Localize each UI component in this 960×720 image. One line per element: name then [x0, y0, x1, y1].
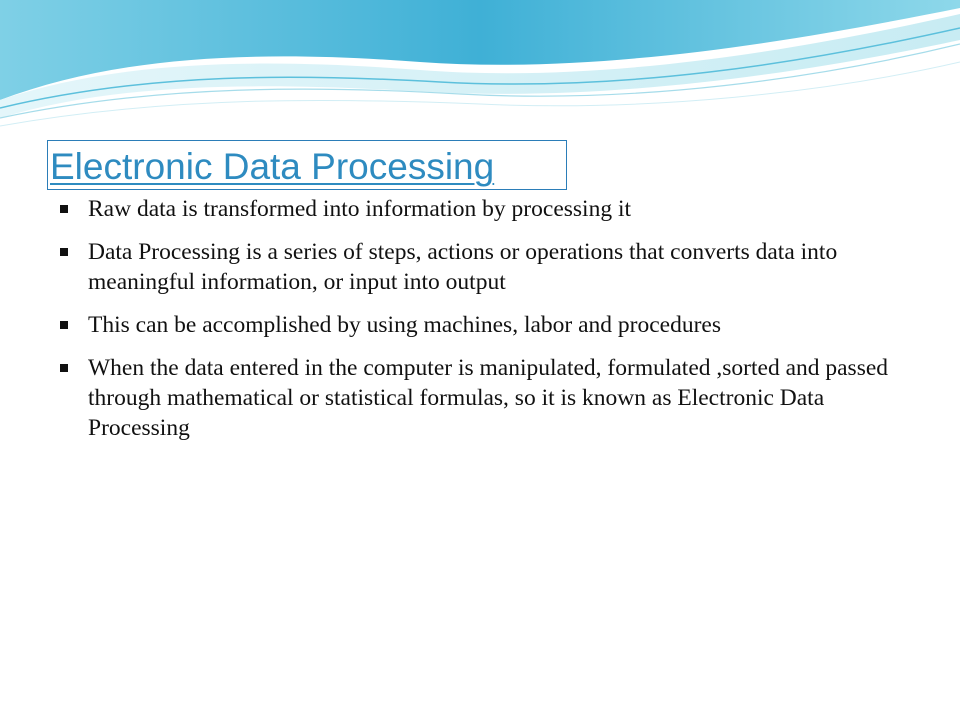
header-wave-decoration: [0, 0, 960, 140]
square-bullet-icon: [60, 205, 68, 213]
bullet-text: Raw data is transformed into information by processing it: [88, 196, 632, 222]
square-bullet-icon: [60, 321, 68, 329]
bullet-item: [60, 353, 920, 443]
bullet-item: [60, 237, 920, 297]
bullet-list: [60, 194, 920, 456]
bullet-text: Data Processing is a series of steps, actions or operations that converts data into meaningful information, or input into output: [88, 239, 838, 295]
bullet-item: [60, 194, 920, 224]
square-bullet-icon: [60, 364, 68, 372]
bullet-text: When the data entered in the computer is manipulated, formulated ,sorted and passed through mathematical or statistical formulas, so it is known as Electronic Data Processing: [88, 355, 889, 441]
bullet-text: This can be accomplished by using machines, labor and procedures: [88, 312, 721, 338]
title-box: [47, 140, 567, 190]
bullet-item: [60, 310, 920, 340]
slide-title: Electronic Data Processing: [50, 146, 495, 187]
square-bullet-icon: [60, 248, 68, 256]
